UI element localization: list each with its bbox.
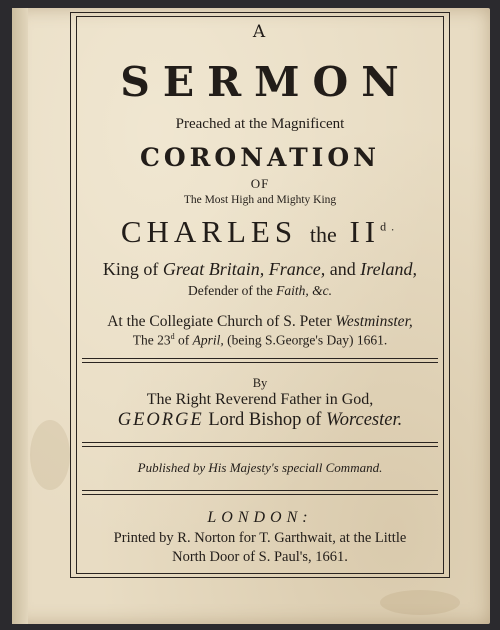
divider-rule — [82, 362, 438, 363]
defender-line — [76, 284, 444, 298]
date-superscript: d — [170, 332, 175, 341]
date-of: of — [178, 332, 190, 348]
kingdoms-line — [76, 260, 444, 278]
divider-rule — [82, 446, 438, 447]
and-word: and — [329, 259, 356, 279]
binding-edge — [12, 8, 28, 624]
date-line — [76, 333, 444, 347]
ireland: Ireland, — [360, 259, 418, 279]
imprint-address: North Door of S. Paul's, 1661. — [172, 549, 348, 565]
subtitle-most-high: The Most High and Mighty King — [183, 194, 337, 206]
title-of: OF — [250, 176, 270, 191]
title-sermon: SERMON — [120, 58, 412, 106]
charles-the: the — [309, 222, 337, 247]
reverend-line: The Right Reverend Father in God, — [146, 391, 374, 408]
lord-bishop-of: Lord Bishop of — [208, 410, 322, 430]
king-of: King of — [102, 259, 159, 279]
foxing-stain — [380, 590, 460, 615]
divider-rule — [82, 494, 438, 495]
collegiate-church: At the Collegiate Church of S. Peter — [107, 313, 332, 330]
charles-numeral: II — [349, 214, 381, 249]
date-april: April, — [192, 332, 224, 348]
published-line: Published by His Majesty's speciall Command. — [137, 460, 383, 475]
date-rest: (being S.George's Day) 1661. — [227, 332, 388, 348]
defender-of-the: Defender of the — [188, 283, 273, 298]
by-line: By — [252, 376, 268, 390]
imprint-london: LONDON: — [207, 509, 313, 526]
worcester: Worcester. — [326, 410, 403, 430]
title-article: A — [252, 22, 268, 42]
divider-rule — [82, 358, 438, 359]
title-coronation: CORONATION — [139, 143, 381, 172]
charles-superscript: d. — [380, 219, 400, 234]
divider-rule — [82, 490, 438, 491]
title-charles — [76, 216, 444, 247]
foxing-stain — [30, 420, 70, 490]
subtitle-preached: Preached at the Magnificent — [175, 116, 345, 132]
great-britain-france: Great Britain, France, — [162, 259, 326, 279]
collegiate-line — [76, 314, 444, 330]
imprint-printer: Printed by R. Norton for T. Garthwait, at the Little — [113, 530, 407, 546]
charles-name: CHARLES — [120, 214, 298, 249]
westminster: Westminster, — [335, 313, 413, 330]
author-george: GEORGE — [117, 410, 204, 430]
author-line — [76, 411, 444, 430]
divider-rule — [82, 442, 438, 443]
faith-etc: Faith, &c. — [276, 283, 332, 298]
date-day: The 23 — [132, 332, 171, 348]
